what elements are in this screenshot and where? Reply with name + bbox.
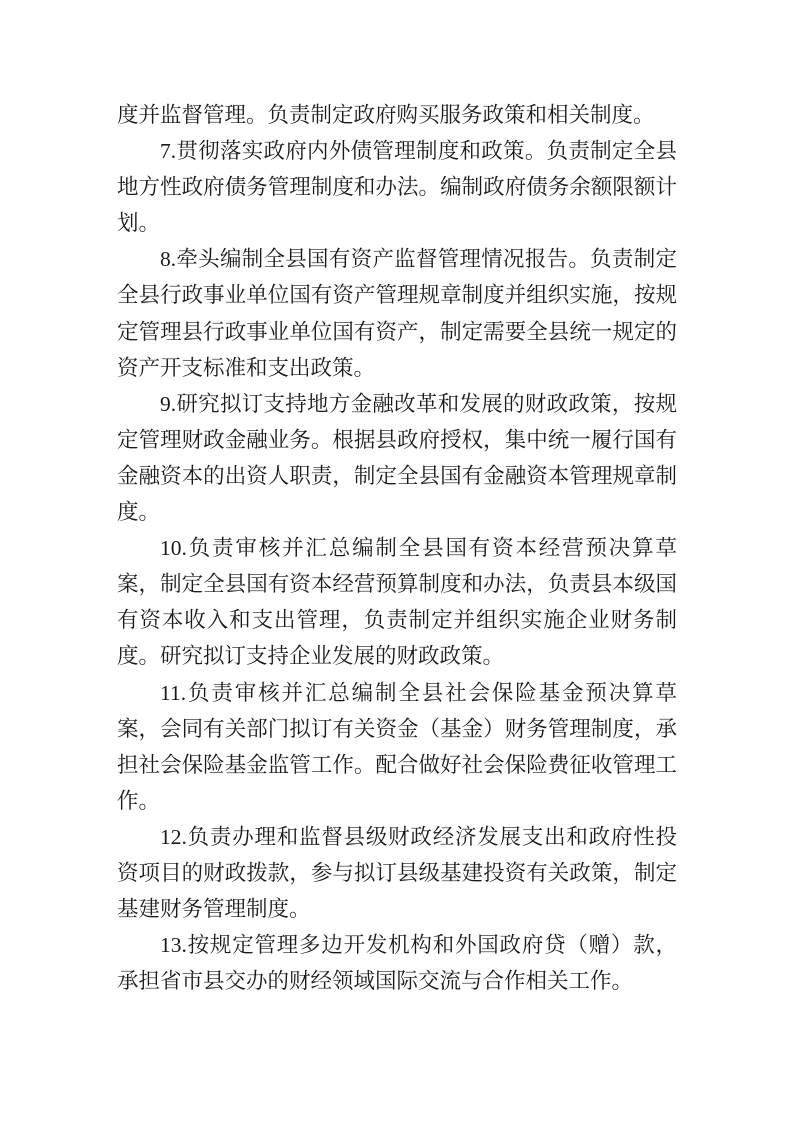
document-body [117,97,677,999]
text-line: 度。 [117,500,161,525]
paragraph-item-13 [117,927,677,999]
text-line: 划。 [117,211,161,236]
text-line: 8.牵头编制全县国有资产监督管理情况报告。负责制定 [160,247,677,272]
text-line: 有资本收入和支出管理，负责制定并组织实施企业财务制 [117,608,677,633]
text-line: 案，会同有关部门拟订有关资金（基金）财务管理制度，承 [117,716,677,741]
text-line: 案，制定全县国有资本经营预算制度和办法，负责县本级国 [117,572,677,597]
paragraph-item-11 [117,675,677,819]
text-line: 资项目的财政拨款，参与拟订县级基建投资有关政策，制定 [117,860,677,885]
paragraph-item-9 [117,386,677,530]
text-line: 12.负责办理和监督县级财政经济发展支出和政府性投 [160,824,677,849]
paragraph-item-8 [117,241,677,385]
text-line: 作。 [117,788,161,813]
text-line: 基建财务管理制度。 [117,897,311,922]
text-line: 承担省市县交办的财经领域国际交流与合作相关工作。 [117,969,634,994]
paragraph-continuation [117,97,677,133]
text-line: 9.研究拟订支持地方金融改革和发展的财政政策，按规 [160,391,677,416]
text-line: 资产开支标准和支出政策。 [117,355,376,380]
text-line: 定管理财政金融业务。根据县政府授权，集中统一履行国有 [117,427,677,452]
text-line: 度并监督管理。负责制定政府购买服务政策和相关制度。 [117,103,655,127]
paragraph-item-10 [117,530,677,674]
text-line: 定管理县行政事业单位国有资产，制定需要全县统一规定的 [117,319,677,344]
text-line: 地方性政府债务管理制度和办法。编制政府债务余额限额计 [117,175,677,200]
text-line: 11.负责审核并汇总编制全县社会保险基金预决算草 [160,680,677,705]
text-line: 7.贯彻落实政府内外债管理制度和政策。负责制定全县 [160,139,677,164]
text-line: 度。研究拟订支持企业发展的财政政策。 [117,644,505,669]
paragraph-item-12 [117,819,677,927]
text-line: 13.按规定管理多边开发机构和外国政府贷（赠）款， [160,933,677,958]
text-line: 10.负责审核并汇总编制全县国有资本经营预决算草 [160,536,677,561]
paragraph-item-7 [117,133,677,241]
text-line: 金融资本的出资人职责，制定全县国有金融资本管理规章制 [117,463,677,488]
text-line: 全县行政事业单位国有资产管理规章制度并组织实施，按规 [117,283,677,308]
text-line: 担社会保险基金监管工作。配合做好社会保险费征收管理工 [117,752,677,777]
